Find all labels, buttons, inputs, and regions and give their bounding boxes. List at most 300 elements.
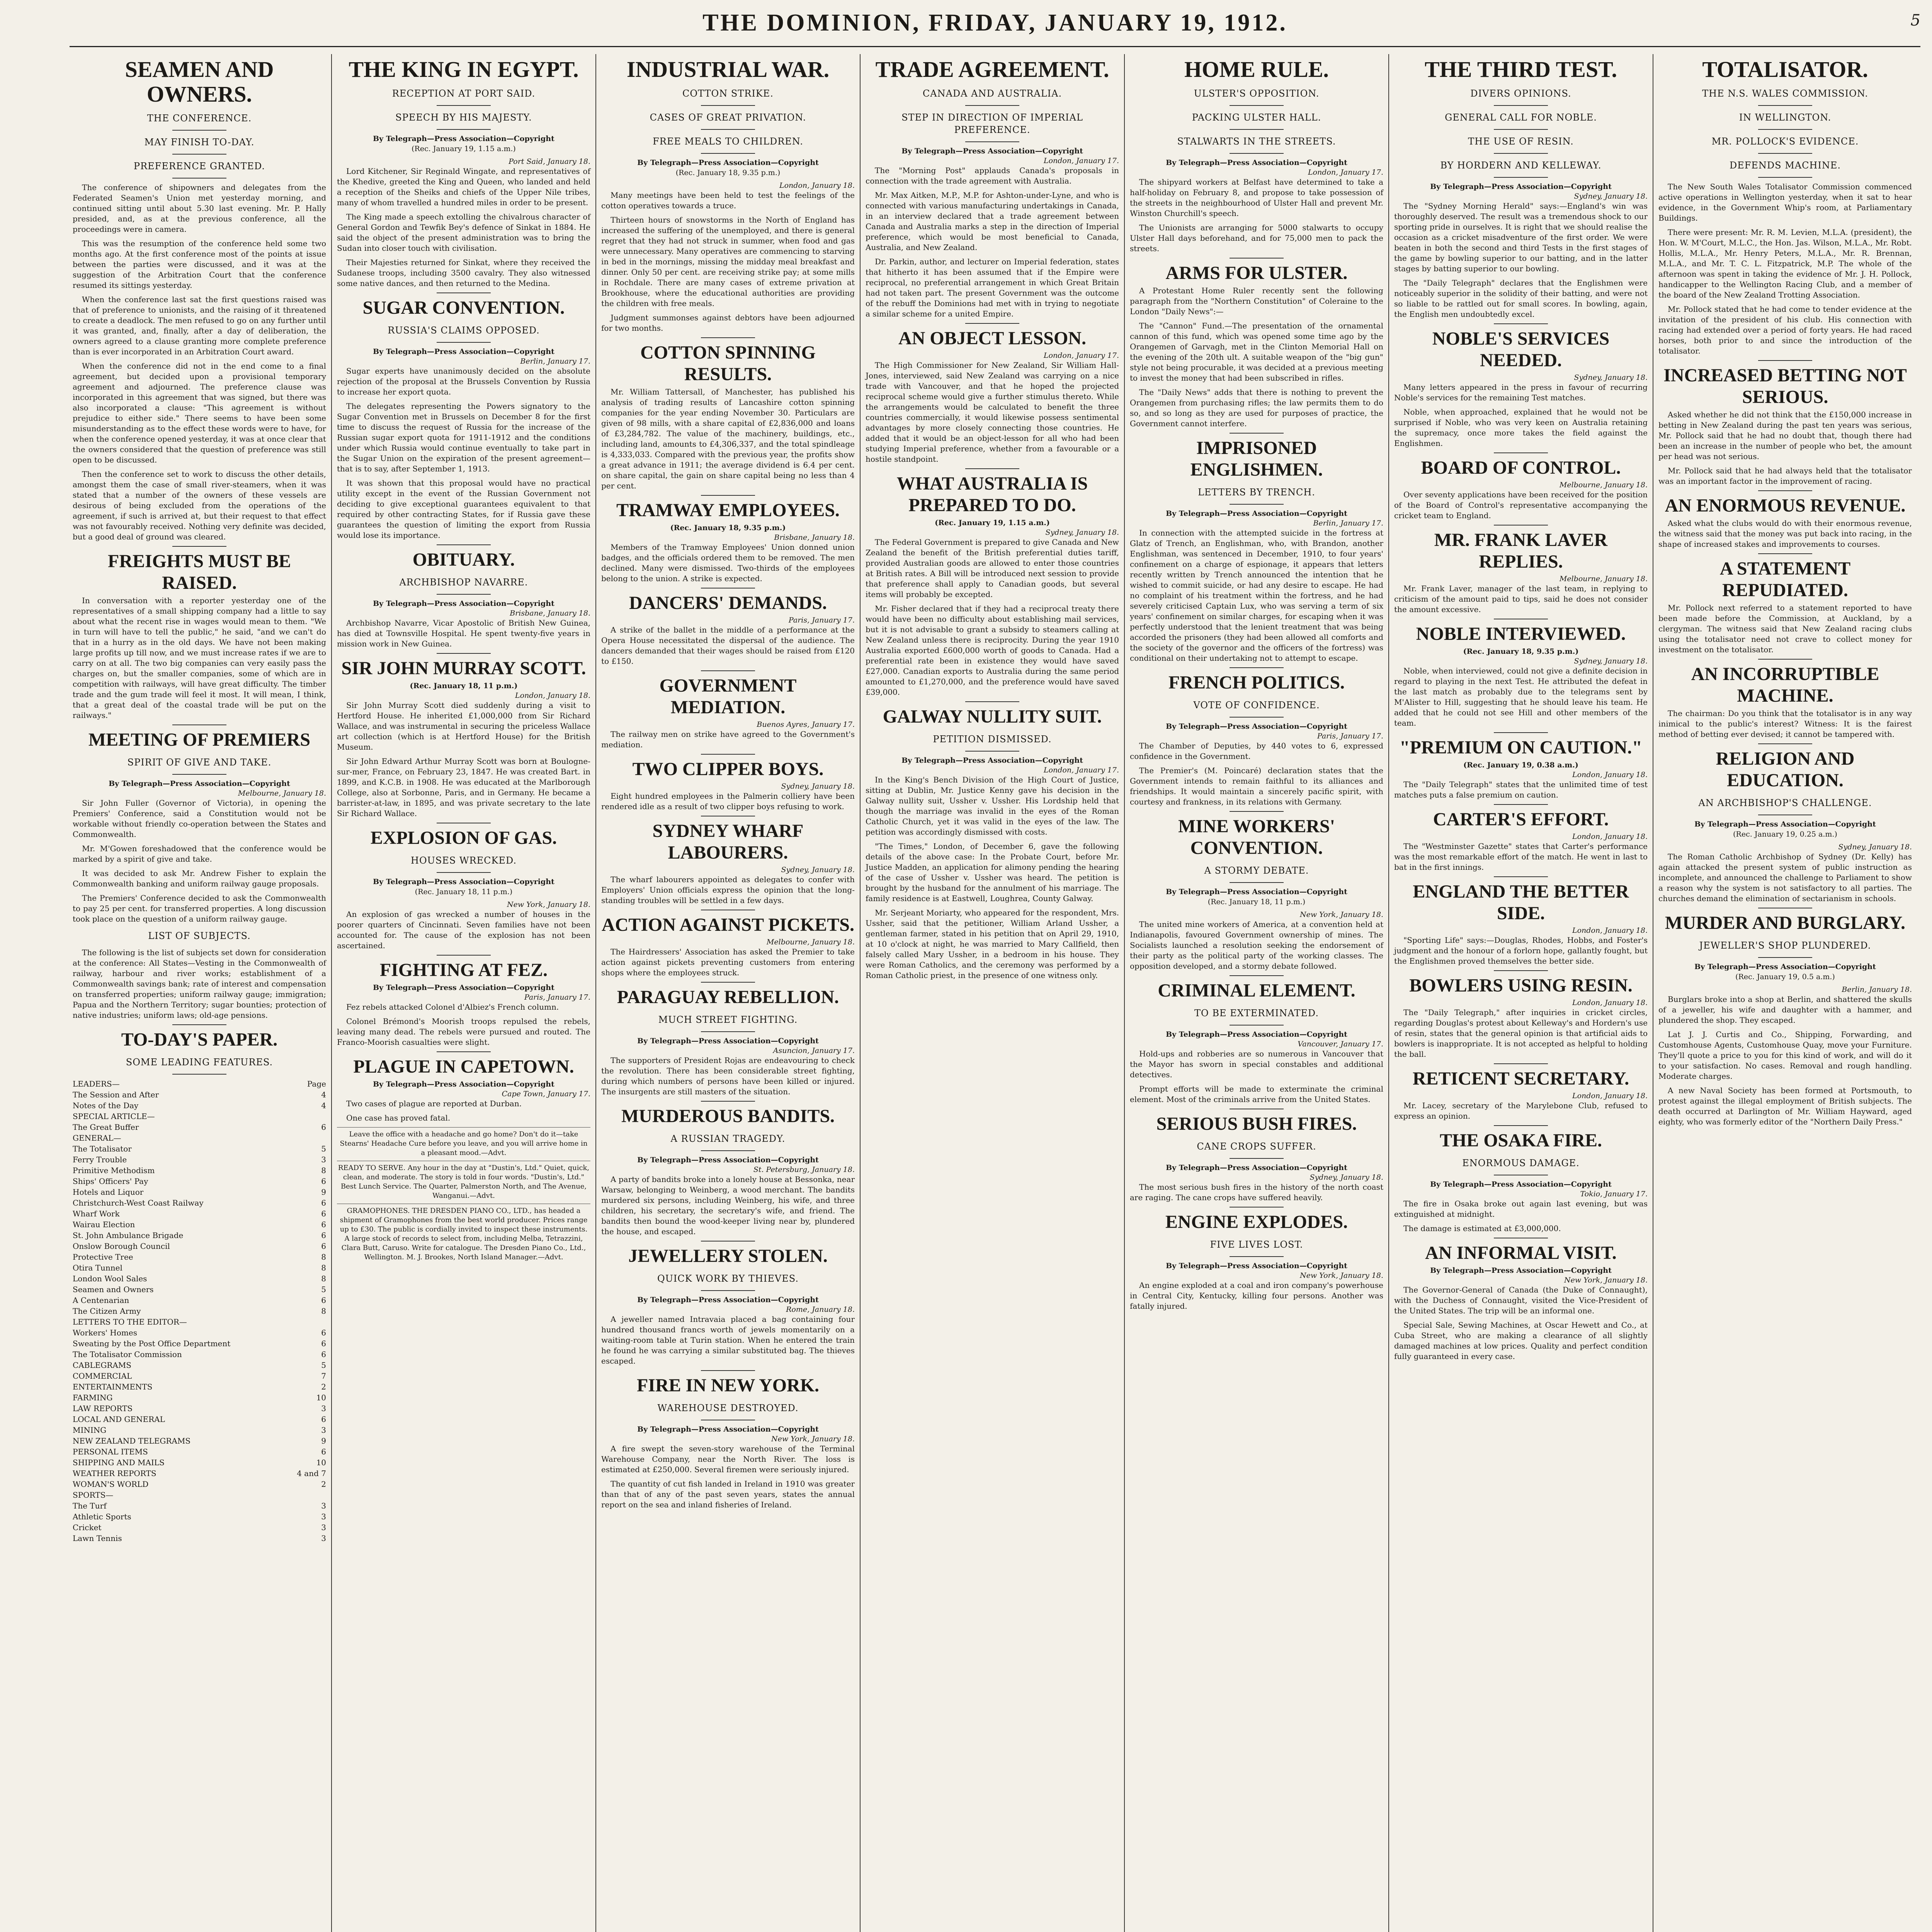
paragraph: The Hairdressers' Association has asked the Premier to take action against pickets preventing customers from entering shops where the employees struck. — [601, 947, 855, 977]
paragraph: The Premiers' Conference decided to ask the Commonwealth to pay 25 per cent. for transferred properties. A long discussion took place on the question of a uniform railway gauge. — [73, 893, 326, 923]
divider-rule — [1494, 177, 1548, 178]
subheadline: QUICK WORK BY THIEVES. — [657, 1273, 799, 1284]
column-2 — [334, 54, 594, 1932]
paragraph: The "Daily News" adds that there is nothing to prevent the Orangemen from purchasing rifles; the law permits them to do so, and so long as they are used for purposes of practice, the Government cannot interfere. — [1130, 388, 1383, 428]
index-label: WEATHER REPORTS — [73, 1469, 156, 1478]
divider-rule — [1494, 129, 1548, 130]
index-page: 8 — [321, 1306, 326, 1316]
subheadline: WAREHOUSE DESTROYED. — [657, 1403, 799, 1413]
article — [337, 1051, 590, 1262]
paragraph: The quantity of cut fish landed in Ireland in 1910 was greater than that of any of the past seven years, states the annual report on the sea and inland fisheries of Ireland. — [601, 1479, 855, 1509]
paragraph: When the conference last sat the first questions raised was that of preference to unionists, and the raising of it threatened to create a deadlock. The men refused to go on any further until it was granted, and, finally, after a day of deliberation, the owners agreed to a clause granting more complete preference than is ever incorporated in an Arbitration Court award. — [73, 295, 326, 356]
index-page: 6 — [321, 1296, 326, 1305]
index-page: 8 — [321, 1252, 326, 1262]
received-date: (Rec. January 18, 9.35 p.m.) — [675, 168, 781, 177]
index-label: ENTERTAINMENTS — [73, 1382, 153, 1391]
wire-credit: By Telegraph—Press Association—Copyright — [901, 756, 1083, 765]
paragraph: One case has proved fatal. — [346, 1113, 451, 1122]
article — [1394, 525, 1648, 615]
article — [1394, 323, 1648, 449]
paragraph: Mr. William Tattersall, of Manchester, has published his analysis of trading results of Lancashire cotton spinning companies for the year ending November 30. Particulars are given of 98 mills, with a share capital of £2,836,000 and loans of £3,284,782. The value of the machinery, buildings, etc., including land, amounts to £4,306,337, and the total spindleage is 4,333,033. Compared with the previous year, the profits show a great advance in 1911; the average dividend is 6.4 per cent. on share capital, the gain on share capital being no less than 4 per cent. — [601, 387, 855, 490]
index-label: Ferry Trouble — [73, 1155, 127, 1164]
paragraph: Mr. M'Gowen foreshadowed that the conference would be marked by a spirit of give and take. — [73, 844, 326, 864]
index-row — [73, 1349, 326, 1360]
headline: THE OSAKA FIRE. — [1439, 1130, 1602, 1151]
advertisement: READY TO SERVE. Any hour in the day at "Dustin's, Ltd." Quiet, quick, clean, and moderate. The story is told in four words. "Dustin's, Ltd." Best Lunch Service. The Quarter, Palmerston North, and The Avenue, Wanganui.—Advt. — [337, 1161, 590, 1201]
paragraph: In connection with the attempted suicide in the fortress at Glatz of Trench, an Englishman, who, with Brandon, another Englishman, was sentenced in December, 1910, to four years' confinement on a charge of espionage, it appears that letters recently written by Trench announced the intention that he wished to commit suicide, or had any desire to escape. He had no complaint of his treatment within the fortress, and he had severely criticised Captain Lux, who was serving a term of six years' confinement on similar charges, for escaping when it was perfectly understood that the lenient treatment that was being accorded the prisoners (they had been allowed all comforts and the society of the governor and the officers of the fortress) was conditional on their undertaking not to attempt to escape. — [1130, 528, 1383, 663]
paragraph: The Federal Government is prepared to give Canada and New Zealand the benefit of the British preferential duties tariff, provided Australian goods are allowed to enter those countries at British rates. A Bill will be introduced next session to provide that preference shall apply to Canadian goods, but several items will probably be excepted. — [866, 537, 1119, 599]
dateline: Paris, January 17. — [1317, 732, 1383, 740]
article — [1130, 1207, 1383, 1311]
subheadline: STALWARTS IN THE STREETS. — [1177, 136, 1336, 147]
paragraph: Burglars broke into a shop at Berlin, and shattered the skulls of a jeweller, his wife and daughter with a hammer, and plundered the shop. They escaped. — [1658, 995, 1912, 1025]
index-label: SPECIAL ARTICLE— — [73, 1112, 155, 1121]
subheadline: ULSTER'S OPPOSITION. — [1194, 88, 1320, 99]
paragraph: Special Sale, Sewing Machines, at Oscar Hewett and Co., at Cuba Street, who are making a clearance of all slightly damaged machines at low prices. Quality and perfect condition fully guaranteed in every case. — [1394, 1320, 1648, 1361]
divider-rule — [701, 129, 755, 130]
paragraph: The shipyard workers at Belfast have determined to take a half-holiday on February 8, and propose to take possession of the streets in the neighbourhood of Ulster Hall and prevent Mr. Winston Churchill's speech. — [1130, 177, 1383, 218]
index-page: 6 — [321, 1328, 326, 1337]
article — [601, 1101, 855, 1237]
divider-rule — [701, 754, 755, 755]
index-page: 6 — [321, 1447, 326, 1456]
dateline: Melbourne, January 18. — [238, 789, 326, 798]
paragraph: Many meetings have been held to test the feelings of the cotton operatives towards a truce. — [601, 190, 855, 210]
index-label: Onslow Borough Council — [73, 1242, 170, 1251]
paragraph: The "Daily Telegraph" declares that the Englishmen were noticeably superior in the solidity of their batting, and were not so liable to be rattled out for small scores. In bowling, again, the English men undoubtedly excel. — [1394, 278, 1648, 319]
index-page: 9 — [321, 1436, 326, 1446]
article — [1394, 1125, 1648, 1234]
article — [1130, 1109, 1383, 1203]
index-row — [73, 1154, 326, 1165]
index-label: Lawn Tennis — [73, 1534, 122, 1543]
article — [1394, 970, 1648, 1060]
index-page: 5 — [321, 1285, 326, 1294]
article — [1658, 743, 1912, 904]
divider-rule — [1230, 504, 1284, 505]
divider-rule — [1494, 323, 1548, 324]
divider-rule — [437, 955, 491, 956]
headline: WHAT AUSTRALIA IS PREPARED TO DO. — [896, 473, 1088, 515]
article — [1130, 258, 1383, 429]
index-row — [73, 1338, 326, 1349]
subheadline: ARCHBISHOP NAVARRE. — [399, 577, 528, 588]
index-label: FARMING — [73, 1393, 113, 1402]
index-row — [73, 1230, 326, 1241]
index-label: SPORTS— — [73, 1490, 114, 1500]
column-rule — [331, 54, 332, 1932]
headline: EXPLOSION OF GAS. — [370, 828, 557, 848]
dateline: Brisbane, January 18. — [510, 609, 590, 617]
headline: ENGINE EXPLODES. — [1165, 1212, 1348, 1232]
index-row — [73, 1479, 326, 1490]
index-page: 10 — [316, 1393, 326, 1402]
index-page: 6 — [321, 1122, 326, 1132]
article — [601, 816, 855, 906]
headline: JEWELLERY STOLEN. — [628, 1246, 828, 1266]
article — [601, 495, 855, 584]
article — [337, 653, 590, 819]
divider-rule — [172, 1024, 226, 1025]
index-row — [73, 1100, 326, 1111]
index-label: A Centenarian — [73, 1296, 129, 1305]
article — [337, 544, 590, 649]
article — [601, 910, 855, 978]
paragraph: "Sporting Life" says:—Douglas, Rhodes, Hobbs, and Foster's judgment and the honour of a forlorn hope, gallantly fought, but the Englishmen proved themselves the better side. — [1394, 935, 1648, 966]
subheadline: PACKING ULSTER HALL. — [1192, 112, 1321, 123]
divider-rule — [1230, 1158, 1284, 1159]
column-rule — [595, 54, 596, 1932]
divider-rule — [1230, 1207, 1284, 1208]
article — [866, 323, 1119, 464]
dateline: Melbourne, January 18. — [766, 938, 855, 946]
headline: TRAMWAY EMPLOYEES. — [616, 500, 840, 520]
divider-rule — [1494, 804, 1548, 805]
headline: IMPRISONED ENGLISHMEN. — [1190, 438, 1323, 480]
dateline: Sydney, January 18. — [1574, 192, 1648, 201]
index-label: The Turf — [73, 1501, 107, 1510]
index-label: PERSONAL ITEMS — [73, 1447, 148, 1456]
divider-rule — [1758, 177, 1812, 178]
headline: SYDNEY WHARF LABOURERS. — [652, 821, 804, 863]
divider-rule — [1758, 743, 1812, 744]
dateline: London, January 17. — [1043, 351, 1119, 360]
article — [73, 57, 326, 542]
dateline: London, January 17. — [1043, 766, 1119, 774]
article — [601, 337, 855, 491]
index-label: London Wool Sales — [73, 1274, 147, 1283]
index-page: 3 — [321, 1534, 326, 1543]
divider-rule — [701, 105, 755, 106]
index-page: 3 — [321, 1425, 326, 1435]
subheadline: LETTERS BY TRENCH. — [1198, 487, 1315, 498]
headline: RELIGION AND EDUCATION. — [1716, 748, 1855, 791]
wire-credit: By Telegraph—Press Association—Copyright — [1430, 1266, 1612, 1275]
divider-rule — [701, 1101, 755, 1102]
index-label: Athletic Sports — [73, 1512, 131, 1521]
wire-credit: By Telegraph—Press Association—Copyright — [901, 147, 1083, 155]
divider-rule — [1230, 433, 1284, 434]
wire-credit: (Rec. January 18, 9.35 p.m.) — [670, 524, 786, 532]
index-page: 6 — [321, 1231, 326, 1240]
dateline: Melbourne, January 18. — [1559, 481, 1648, 489]
newspaper-columns — [70, 54, 1920, 1932]
divider-rule — [437, 105, 491, 106]
paragraph: Judgment summonses against debtors have been adjourned for two months. — [601, 313, 855, 333]
received-date: (Rec. January 19, 1.15 a.m.) — [412, 145, 516, 153]
dateline: Berlin, January 17. — [520, 357, 590, 366]
paragraph: Then the conference set to work to discuss the other details, amongst them the case of small river-steamers, when it was stated that a number of the owners of these vessels are desirous of being excluded from the operations of the agreement, if such is arrived at, but their request to that effect was not favourably received. Nothing very definite was decided, but a good deal of ground was cleared. — [73, 469, 326, 541]
index-page: 4 and 7 — [297, 1469, 326, 1478]
index-label: Seamen and Owners — [73, 1285, 154, 1294]
paragraph: The united mine workers of America, at a convention held at Indianapolis, favoured Government ownership of mines. The Socialists launched a resolution seeking the endorsement of their party as the political party of the working classes. The opposition developed, and a stormy debate followed. — [1130, 920, 1383, 971]
article — [1394, 57, 1648, 320]
divider-rule — [172, 724, 226, 725]
headline: DANCERS' DEMANDS. — [629, 593, 827, 613]
paragraph: Hold-ups and robberies are so numerous in Vancouver that the Mayor has sworn in special constables and additional detectives. — [1130, 1049, 1383, 1079]
dateline: Sydney, January 18. — [781, 866, 855, 874]
subheadline: THE CONFERENCE. — [147, 113, 252, 124]
article — [1658, 360, 1912, 486]
headline: MURDEROUS BANDITS. — [621, 1106, 835, 1126]
headline: AN ENORMOUS REVENUE. — [1665, 495, 1906, 516]
headline: SEAMEN AND OWNERS. — [125, 57, 274, 107]
received-date: (Rec. January 18, 11 p.m.) — [1208, 898, 1306, 906]
paragraph: A new Naval Society has been formed at Portsmouth, to protest against the illegal employment of British subjects. The death occurred at Darlington of Mr. William Hayward, aged eighty, who was formerly editor of the "Northern Daily Press." — [1658, 1086, 1912, 1126]
paragraph: In conversation with a reporter yesterday one of the representatives of a small shipping company had a little to say about what the recent rise in wages would mean to them. "We in turn will have to tell the public," he said, "and we can't do that in a hurry as in the old days. We have not been making large profits up till now, and we must increase rates if we are to carry on at all. The two big companies can very easily pass the charges on, but the smaller companies, some of which are in competition with railways, will have great difficulty. The timber trade and the gum trade will feel it most. It will mean, I think, that a great deal of the coastal trade will be put on the railways." — [73, 596, 326, 720]
paragraph: Asked whether he did not think that the £150,000 increase in betting in New Zealand during the past ten years was serious, Mr. Pollock said that he had no doubt that, though there had been an increase in the number of people who bet, the amount per head was not serious. — [1658, 410, 1912, 461]
dateline: Rome, January 18. — [786, 1305, 855, 1314]
divider-rule — [701, 153, 755, 154]
subheadline: VOTE OF CONFIDENCE. — [1193, 700, 1320, 711]
index-label: Hotels and Liquor — [73, 1187, 144, 1197]
index-row — [73, 1273, 326, 1284]
divider-rule — [701, 495, 755, 496]
wire-credit: By Telegraph—Press Association—Copyright — [1166, 1163, 1347, 1172]
paragraph: Prompt efforts will be made to exterminate the criminal element. Most of the criminals arrive from the United States. — [1130, 1084, 1383, 1104]
article — [601, 588, 855, 667]
dateline: New York, January 18. — [1564, 1276, 1648, 1284]
wire-credit: By Telegraph—Press Association—Copyright — [1166, 888, 1347, 896]
divider-rule — [1494, 876, 1548, 877]
masthead — [70, 9, 1920, 47]
article — [1394, 452, 1648, 521]
subheadline: THE N.S. WALES COMMISSION. — [1702, 88, 1868, 99]
subheadline: A STORMY DEBATE. — [1204, 865, 1309, 876]
index-page: 3 — [321, 1523, 326, 1532]
wire-credit: By Telegraph—Press Association—Copyright — [1166, 722, 1347, 731]
dateline: St. Petersburg, January 18. — [753, 1165, 855, 1174]
index-page: 3 — [321, 1404, 326, 1413]
headline: NOBLE'S SERVICES NEEDED. — [1432, 328, 1610, 371]
paragraph: Mr. Serjeant Moriarty, who appeared for the respondent, Mrs. Ussher, said that the petitioner, William Arland Ussher, a gentleman farmer, stated in his petition that on April 29, 1910, at 10 o'clock at night, he was married to Mary Callfield, then falsely called Mary Ussher, in a bedroom in his house. They were Roman Catholics, and the ceremony was performed by a Roman Catholic priest, in the presence of one witness only. — [866, 908, 1119, 980]
paragraph: Over seventy applications have been received for the position of the Board of Control's representative accompanying the cricket team to England. — [1394, 490, 1648, 520]
wire-credit: By Telegraph—Press Association—Copyright — [373, 1080, 554, 1088]
headline: MURDER AND BURGLARY. — [1665, 913, 1905, 933]
wire-credit: By Telegraph—Press Association—Copyright — [373, 134, 554, 143]
index-label: Wharf Work — [73, 1209, 120, 1218]
index-page: 4 — [321, 1101, 326, 1110]
article — [1394, 1063, 1648, 1121]
divider-rule — [1758, 957, 1812, 958]
headline: RETICENT SECRETARY. — [1412, 1068, 1629, 1089]
divider-rule — [1494, 452, 1548, 453]
paragraph: The Unionists are arranging for 5000 stalwarts to occupy Ulster Hall days beforehand, and for 75,000 men to pack the streets. — [1130, 223, 1383, 253]
wire-credit: By Telegraph—Press Association—Copyright — [637, 1156, 819, 1164]
paragraph: The New South Wales Totalisator Commission commenced active operations in Wellington yesterday, when it sat to hear evidence, in the Government Whip's room, at Parliamentary Buildings. — [1658, 182, 1912, 223]
index-label: Otira Tunnel — [73, 1263, 122, 1272]
headline: MR. FRANK LAVER REPLIES. — [1434, 530, 1608, 572]
headline: AN OBJECT LESSON. — [898, 328, 1086, 349]
index-page: 6 — [321, 1177, 326, 1186]
divider-rule — [437, 342, 491, 343]
divider-rule — [437, 594, 491, 595]
dateline: Brisbane, January 18. — [774, 533, 855, 542]
article — [601, 1370, 855, 1510]
index-row — [73, 1446, 326, 1457]
dateline: London, January 18. — [1572, 770, 1648, 779]
paragraph: The "Sydney Morning Herald" says:—England's win was thoroughly deserved. The result was a tremendous shock to our sporting pride in ourselves. It is right that we should realise the occasion as a cricket misadventure of the first order. We were beaten in both the second and third Tests in the first stages of the game by bowling superior to our batting, and in the latter stages by batting superior to our bowling. — [1394, 201, 1648, 273]
subheadline: CASES OF GREAT PRIVATION. — [650, 112, 806, 123]
article — [1658, 908, 1912, 1127]
subheadline: CANADA AND AUSTRALIA. — [922, 88, 1062, 99]
wire-credit: By Telegraph—Press Association—Copyright — [1166, 158, 1347, 167]
wire-credit: By Telegraph—Press Association—Copyright — [1694, 820, 1876, 828]
paragraph: In the King's Bench Division of the High Court of Justice, sitting at Dublin, Mr. Justice Kenny gave his decision in the Galway nullity suit, Ussher v. Ussher. His Lordship held that though the marriage was invalid in the eyes of the Roman Catholic Church, yet it was valid in the eyes of the law. The petition was accordingly dismissed with costs. — [866, 775, 1119, 837]
index-label: WOMAN'S WORLD — [73, 1480, 149, 1489]
paragraph: Dr. Parkin, author, and lecturer on Imperial federation, states that hitherto it has been assumed that if the Empire were reciprocal, no preferential arrangement in which Great Britain had not taken part. The present Government was the outcome of the rebuff the Dominions had met with in trying to negotiate a similar scheme for a united Empire. — [866, 257, 1119, 318]
divider-rule — [1758, 490, 1812, 491]
paragraph: The chairman: Do you think that the totalisator is in any way inimical to the public's interest? Witness: It is the fairest method of betting ever devised; it cannot be tampered with. — [1658, 709, 1912, 739]
index-row — [73, 1133, 326, 1143]
dateline: Sydney, January 18. — [781, 782, 855, 791]
article — [337, 823, 590, 951]
article — [337, 57, 590, 289]
index-label: Primitive Methodism — [73, 1166, 155, 1175]
dateline: Port Said, January 18. — [509, 157, 590, 166]
divider-rule — [437, 1051, 491, 1052]
index-page: 5 — [321, 1361, 326, 1370]
index-page: 2 — [321, 1382, 326, 1391]
index-label: The Totalisator — [73, 1144, 132, 1153]
wire-credit: (Rec. January 19, 1.15 a.m.) — [935, 519, 1050, 527]
column-3 — [598, 54, 858, 1932]
paragraph: When the conference did not in the end come to a final agreement, but decided upon a provisional temporary agreement and adjourned. The preference clause was incorporated in this agreement that was signed, but there was also incorporated a clause: "This agreement is without prejudice to either side." There seems to have been some misunderstanding as to the effect these words were to have, for when the conference opened yesterday, it was at once clear that the owners considered that the question of preference was still open to be discussed. — [73, 361, 326, 464]
received-date: (Rec. January 19, 0.25 a.m.) — [1733, 830, 1837, 838]
divider-rule — [172, 154, 226, 155]
article — [1394, 804, 1648, 872]
divider-rule — [1230, 153, 1284, 154]
list-title: LIST OF SUBJECTS. — [148, 930, 251, 941]
headline: FIRE IN NEW YORK. — [636, 1375, 820, 1396]
index-page: 6 — [321, 1220, 326, 1229]
divider-rule — [1758, 105, 1812, 106]
paragraph: Sir John Edward Arthur Murray Scott was born at Boulogne-sur-mer, France, on February 23, 1847. He was created Bart. in 1899, and K.C.B. in 1908. He was educated at the Marlborough College, also at Sorbonne, Paris, and in Germany. He became a barrister-at-law, in 1895, and was private secretary to the late Sir Richard Wallace. — [337, 757, 590, 818]
wire-credit: By Telegraph—Press Association—Copyright — [109, 779, 290, 788]
index-label: The Session and After — [73, 1090, 159, 1099]
subheadline: TO BE EXTERMINATED. — [1194, 1008, 1319, 1019]
paragraph: A jeweller named Intravaia placed a bag containing four hundred thousand francs worth of jewels momentarily on a waiting-room table at Turin station. When he entered the train he found he was carrying a similar substituted bag. The thieves escaped. — [601, 1315, 855, 1366]
divider-rule — [1494, 525, 1548, 526]
index-page: 6 — [321, 1209, 326, 1218]
headline: A STATEMENT REPUDIATED. — [1719, 558, 1851, 600]
index-page: 6 — [321, 1242, 326, 1251]
dateline: Sydney, January 18. — [1045, 528, 1119, 537]
index-row — [73, 1381, 326, 1392]
article — [866, 57, 1119, 319]
wire-credit: By Telegraph—Press Association—Copyright — [373, 983, 554, 992]
dateline: Sydney, January 18. — [1838, 843, 1912, 851]
index-row — [73, 1392, 326, 1403]
article — [601, 57, 855, 333]
index-label: The Citizen Army — [73, 1306, 141, 1316]
divider-rule — [1758, 129, 1812, 130]
index-row — [73, 1500, 326, 1511]
index-label: GENERAL— — [73, 1133, 121, 1143]
subheadline: DEFENDS MACHINE. — [1729, 160, 1841, 171]
index-label: The Totalisator Commission — [73, 1350, 182, 1359]
paragraph: A party of bandits broke into a lonely house at Bessonka, near Warsaw, belonging to Weinberg, a wood merchant. The bandits murdered six persons, including Weinberg, his wife, and three children, his secretary, the secretary's wife, and friend. The bandits then bound the wood-keeper living near by, plundered the house, and escaped. — [601, 1175, 855, 1236]
index-row — [73, 1165, 326, 1176]
index-label: SHIPPING AND MAILS — [73, 1458, 165, 1467]
paragraph: There were present: Mr. R. M. Levien, M.L.A. (president), the Hon. W. M'Court, M.L.C., the Hon. Jas. Wilson, M.L.A., Mr. Robt. Hollis, M.L.A., Mr. Henry Peters, M.L.A., Mr. R. Brennan, M.L.A., and Mr. T. C. L. Fitzpatrick, M.P. The whole of the afternoon was spent in taking the evidence of Mr. J. H. Pollock, handicapper to the Wellington Racing Club, and a member of the board of the New Zealand Trotting Association. — [1658, 228, 1912, 299]
wire-credit: (Rec. January 18, 9.35 p.m.) — [1463, 647, 1579, 656]
paragraph: The "Daily Telegraph," after inquiries in cricket circles, regarding Douglas's protest about Kelleway's and Hordern's use of resin, states that the general opinion is that artificial aids to bowlers is inappropriate. It is not accepted as helpful to holding the ball. — [1394, 1008, 1648, 1059]
subheadline: STEP IN DIRECTION OF IMPERIAL PREFERENCE. — [901, 112, 1083, 135]
dateline: Paris, January 17. — [788, 616, 855, 624]
index-label: LETTERS TO THE EDITOR— — [73, 1317, 187, 1327]
index-row — [73, 1468, 326, 1479]
wire-credit: By Telegraph—Press Association—Copyright — [637, 1425, 819, 1434]
paragraph: This was the resumption of the conference held some two months ago. At the first conference most of the points at issue between the parties were discussed, and it was at the suggestion of the Arbitration Court that the conference resumed its sittings yesterday. — [73, 239, 326, 290]
headline: GALWAY NULLITY SUIT. — [883, 706, 1102, 727]
index-row — [73, 1111, 326, 1122]
dateline: London, January 17. — [1043, 156, 1119, 165]
paragraph: Noble, when approached, explained that he would not be surprised if Noble, who was very keen on Australia retaining the supremacy, once more takes the field against the Englishmen. — [1394, 407, 1648, 448]
divider-rule — [1230, 717, 1284, 718]
divider-rule — [1494, 732, 1548, 733]
paragraph: Their Majesties returned for Sinkat, where they received the Sudanese troops, including 3500 cavalry. They also witnessed some native dances, and then returned to the Medina. — [337, 258, 590, 288]
subheadline: MR. POLLOCK'S EVIDENCE. — [1711, 136, 1859, 147]
divider-rule — [437, 872, 491, 873]
headline: PARAGUAY REBELLION. — [617, 987, 839, 1007]
headline: ACTION AGAINST PICKETS. — [602, 915, 854, 935]
index-page: 6 — [321, 1339, 326, 1348]
paragraph: The Premier's (M. Poincaré) declaration states that the Government intends to remain faithful to its alliances and friendships. It would maintain a sincerely pacific spirit, with courtesy and frankness, in its relations with Germany. — [1130, 766, 1383, 806]
headline: BOWLERS USING RESIN. — [1409, 975, 1633, 996]
headline: CRIMINAL ELEMENT. — [1158, 980, 1355, 1001]
subheadline: FREE MEALS TO CHILDREN. — [653, 136, 803, 147]
index-page: 8 — [321, 1274, 326, 1283]
divider-rule — [1494, 105, 1548, 106]
wire-credit: By Telegraph—Press Association—Copyright — [1166, 509, 1347, 518]
subheadline: BY HORDERN AND KELLEWAY. — [1440, 160, 1602, 171]
divider-rule — [1230, 105, 1284, 106]
paragraph: Archbishop Navarre, Vicar Apostolic of British New Guinea, has died at Townsville Hospital. He spent twenty-five years in mission work in New Guinea. — [337, 618, 590, 648]
paragraph: Many letters appeared in the press in favour of recurring Noble's services for the remaining Test matches. — [1394, 383, 1648, 402]
column-rule — [1388, 54, 1389, 1932]
paragraph: The Roman Catholic Archbishop of Sydney (Dr. Kelly) has again attacked the present system of public instruction as incomplete, and announced the challenge to Parliament to show a reason why the system is not satisfactory to all parties. The churches demand the elimination of sectarianism in schools. — [1658, 852, 1912, 903]
paragraph: Mr. Max Aitken, M.P., M.P. for Ashton-under-Lyne, and who is connected with various manufacturing undertakings in Canada, in an interview declared that a trade agreement between Canada and Australia marks a step in the direction of Imperial preference, which would be most beneficial to Canada, Australia, and New Zealand. — [866, 190, 1119, 252]
index-label: Notes of the Day — [73, 1101, 139, 1110]
index-page: 3 — [321, 1512, 326, 1521]
index-label: LAW REPORTS — [73, 1404, 133, 1413]
divider-rule — [701, 337, 755, 338]
dateline: Buenos Ayres, January 17. — [757, 720, 855, 729]
divider-rule — [1230, 129, 1284, 130]
index-label: NEW ZEALAND TELEGRAMS — [73, 1436, 191, 1446]
article — [1394, 1238, 1648, 1362]
subheadline: GENERAL CALL FOR NOBLE. — [1445, 112, 1597, 123]
headline: NOBLE INTERVIEWED. — [1416, 624, 1626, 644]
paragraph: The Governor-General of Canada (the Duke of Connaught), with the Duchess of Connaught, visited the Vice-President of the United States. The trip will be an informal one. — [1394, 1285, 1648, 1315]
headline: OBITUARY. — [412, 549, 515, 570]
headline: FREIGHTS MUST BE RAISED. — [108, 551, 291, 593]
paragraph: The wharf labourers appointed as delegates to confer with Employers' Union officials express the opinion that the long-standing troubles will be settled in a few days. — [601, 875, 855, 905]
headline: "PREMIUM ON CAUTION." — [1400, 737, 1642, 758]
headline: FRENCH POLITICS. — [1168, 672, 1345, 693]
index-row — [73, 1143, 326, 1154]
headline: PLAGUE IN CAPETOWN. — [353, 1056, 574, 1077]
index-row — [73, 1371, 326, 1381]
subheadline: SOME LEADING FEATURES. — [126, 1057, 273, 1068]
divider-rule — [965, 701, 1019, 702]
subheadline: SPEECH BY HIS MAJESTY. — [395, 112, 532, 123]
article — [1658, 553, 1912, 655]
article — [601, 754, 855, 812]
subheadline: AN ARCHBISHOP'S CHALLENGE. — [1698, 798, 1872, 808]
index-page: 3 — [321, 1501, 326, 1510]
